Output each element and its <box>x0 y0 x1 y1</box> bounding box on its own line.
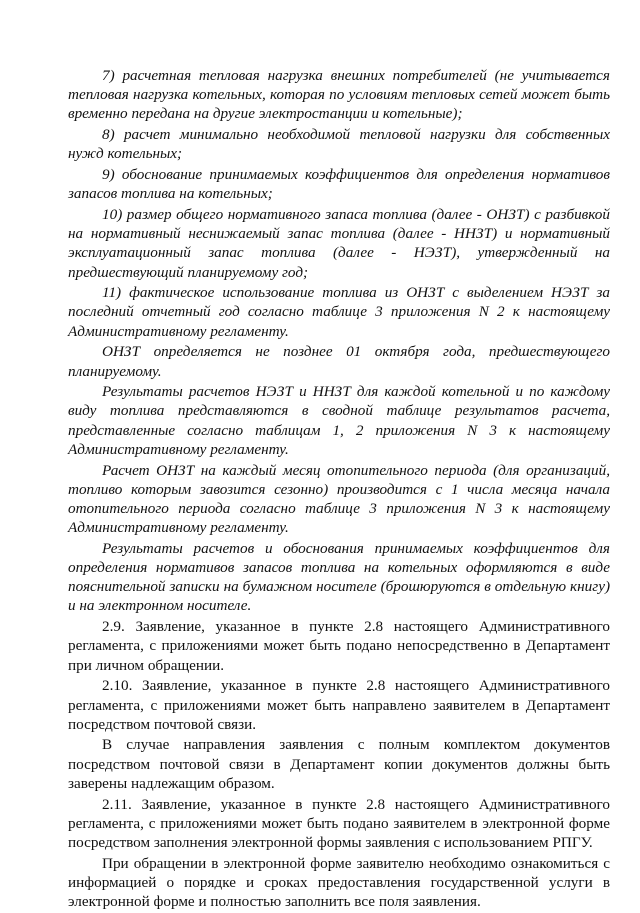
paragraph-explanatory-note: Результаты расчетов и обоснования принимаемых коэффициентов для определения нормативов запасов топлива на котельных оформляются в виде пояснительной записки на бумажном носителе (брошюруются в отдельную книгу) и на электронном носителе. <box>68 539 610 615</box>
paragraph-item-9: 9) обоснование принимаемых коэффициентов для определения нормативов запасов топлива на котельных; <box>68 166 610 203</box>
paragraph-calculation-results: Результаты расчетов НЭЗТ и ННЗТ для каждой котельной и по каждому виду топлива представляются в сводной таблице результатов расчета, представленные согласно таблицам 1, 2 приложения N 3 к настоящему Административному регламенту. <box>68 383 610 458</box>
paragraph-monthly-calculation: Расчет ОНЗТ на каждый месяц отопительного периода (для организаций, топливо которым завозится сезонно) производится с 1 числа месяца начала отопительного периода согласно таблице 3 приложения N 3 к настоящему Административному регламенту. <box>68 461 610 537</box>
document-page <box>68 66 610 913</box>
paragraph-electronic-form: При обращении в электронной форме заявителю необходимо ознакомиться с информацией о порядке и сроках предоставления государственной услуги в электронной форме и полностью заполнить все поля заявления. <box>68 854 610 911</box>
paragraph-2-9: 2.9. Заявление, указанное в пункте 2.8 настоящего Административного регламента, с приложениями может быть подано непосредственно в Департамент при личном обращении. <box>68 618 610 674</box>
paragraph-2-11: 2.11. Заявление, указанное в пункте 2.8 настоящего Административного регламента, с приложениями может быть подано заявителем в электронной форме посредством заполнения электронной формы заявления с использованием РПГУ. <box>68 795 610 851</box>
paragraph-postal-copies: В случае направления заявления с полным комплектом документов посредством почтовой связи в Департамент копии документов должны быть заверены надлежащим образом. <box>68 736 610 792</box>
paragraph-item-8: 8) расчет минимально необходимой тепловой нагрузки для собственных нужд котельных; <box>68 126 610 163</box>
paragraph-item-10: 10) размер общего нормативного запаса топлива (далее - ОНЗТ) с разбивкой на нормативный неснижаемый запас топлива (далее - ННЗТ) и нормативный эксплуатационный запас топлива (далее - НЭЗТ), утвержденный на предшествующий планируемому год; <box>68 205 610 281</box>
paragraph-2-10: 2.10. Заявление, указанное в пункте 2.8 настоящего Административного регламента, с приложениями может быть направлено заявителем в Департамент посредством почтовой связи. <box>68 677 610 733</box>
paragraph-item-11: 11) фактическое использование топлива из ОНЗТ с выделением НЭЗТ за последний отчетный год согласно таблице 3 приложения N 2 к настоящему Административному регламенту. <box>68 284 610 340</box>
paragraph-onzt-deadline: ОНЗТ определяется не позднее 01 октября года, предшествующего планируемому. <box>68 343 610 380</box>
paragraph-item-7: 7) расчетная тепловая нагрузка внешних потребителей (не учитывается тепловая нагрузка котельных, которая по условиям тепловых сетей может быть временно передана на другие электростанции и котельные); <box>68 67 610 123</box>
